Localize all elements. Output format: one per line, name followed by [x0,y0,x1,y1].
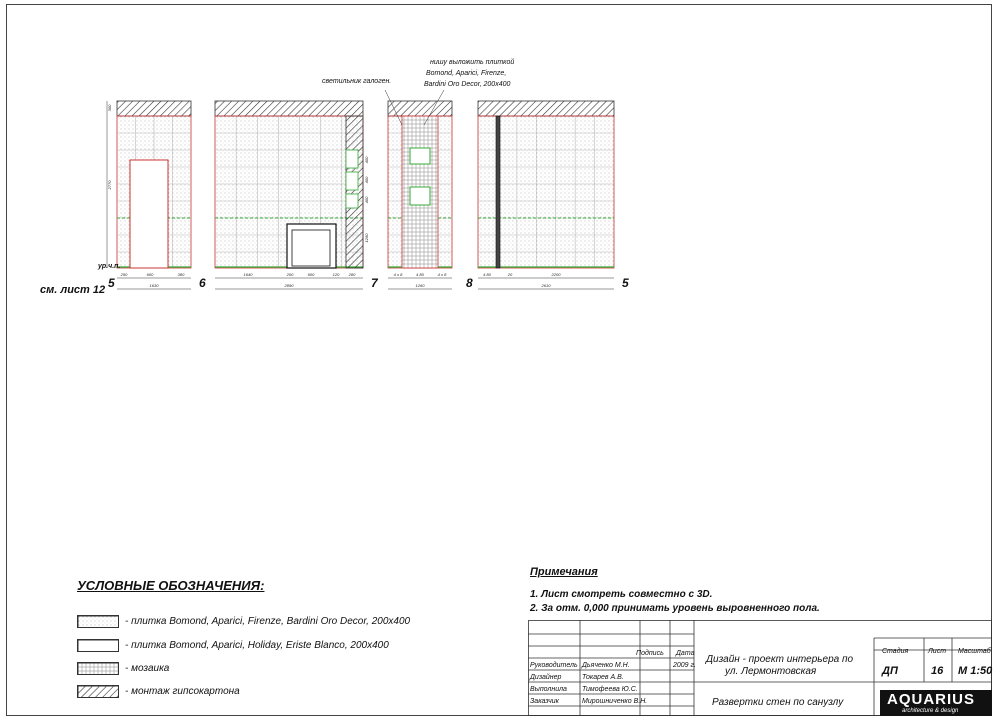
logo-text: AQUARIUS [887,691,976,708]
dimension-label: 200 [286,272,294,277]
dimension-label: 400 [364,196,369,204]
logo-subtitle: architecture & design [902,708,959,714]
role-name: Мирошниченко В.Н. [582,698,648,705]
tile-plain-swatch [77,639,119,652]
notes-title: Примечания [530,566,598,578]
dimension-label: 4 80 [483,272,491,277]
callout-niche-3: Bardini Oro Decor, 200x400 [424,81,511,88]
gypsum-ceiling [478,101,614,116]
legend-title: УСЛОВНЫЕ ОБОЗНАЧЕНИЯ: [77,578,265,593]
mosaic-swatch [77,662,119,675]
niche-shelf [410,187,430,205]
project-title-line2: ул. Лермонтовская [725,666,817,677]
dimension-label: 600 [146,272,154,277]
floor-level-mark: ур.ч.п. [98,263,121,270]
header-date: Дата [676,650,695,657]
dimension-label: 4 80 [416,272,424,277]
scale-value: М 1:50 [958,665,993,677]
dimension-label: 2200 [551,272,561,277]
header-scale: Масштаб [958,648,991,655]
sheet-title: Развертки стен по санузлу [712,697,844,708]
gypsum-ceiling [388,101,452,116]
dimension-label: 2770 [107,180,112,190]
gypsum-ceiling [215,101,363,116]
wall-elevations [0,0,1000,320]
dimension-label: 4 x 8 [393,272,403,277]
role-label: Заказчик [530,698,559,705]
view-mark-7: 7 [371,276,378,290]
gypsum-hatch-swatch [77,685,119,698]
stage-value: ДП [882,665,898,677]
role-name: Дьяченко М.Н. [582,662,630,669]
dimension-label: 300 [107,104,112,112]
gypsum-box [346,116,363,268]
legend-text: - плитка Bomond, Aparici, Firenze, Bardini Oro Decor, 200x400 [125,616,411,627]
dimension-label: 120 [332,272,340,277]
callout-niche-2: Bomond, Aparici, Firenze, [426,70,507,77]
note-item: 1. Лист смотреть совместно с 3D. [530,589,713,600]
role-date: 2009 г. [673,662,696,669]
dimension-label: 20 [507,272,513,277]
legend-text: - плитка Bomond, Aparici, Holiday, Eriste Blanco, 200x400 [125,640,389,651]
niche [346,172,358,190]
dimension-label: 600 [307,272,315,277]
note-item: 2. За отм. 0,000 принимать уровень выровненного пола. [530,603,820,614]
dimension-label: 1640 [243,272,253,277]
role-label: Выполнила [530,686,567,693]
legend-item [77,684,240,699]
legend-item [77,638,389,653]
view-mark-8: 8 [466,276,473,290]
dimension-label: 380 [177,272,185,277]
dimension-label: 1260 [415,283,425,288]
callout-lamp: светильник галоген. [322,78,392,85]
role-name: Тимофеева Ю.С. [582,686,638,693]
niche-shelf [410,148,430,164]
dimension-label: 1260 [364,233,369,243]
callout-niche-1: нишу выложить плиткой [430,59,515,66]
tile-fine-swatch [77,615,119,628]
role-name: Токарев А.В. [582,674,624,681]
niche [346,150,358,168]
role-label: Дизайнер [530,674,562,681]
view-mark-6: 6 [199,276,206,290]
pipe-riser [496,116,500,268]
legend-text: - мозаика [125,663,170,674]
dimension-label: 400 [364,156,369,164]
see-sheet-note: см. лист 12 [40,284,106,296]
gypsum-ceiling [117,101,191,116]
dimension-label: 250 [120,272,128,277]
sheet-value: 16 [931,665,944,677]
dimension-label: 2610 [541,283,551,288]
niche [346,194,358,208]
header-sheet: Лист [928,648,947,655]
dimension-label: 1630 [149,283,159,288]
legend-item [77,661,169,676]
header-signature: Подпись [636,650,664,657]
header-stage: Стадия [882,648,909,655]
legend-item [77,614,410,629]
bathtub-panel [287,224,336,268]
view-mark-5b: 5 [622,276,629,290]
project-title-line1: Дизайн - проект интерьера по [706,654,854,665]
dimension-label: 2890 [284,283,294,288]
door-opening [130,160,168,268]
dimension-label: 400 [364,176,369,184]
dimension-label: 4 x 8 [437,272,447,277]
dimension-label: 280 [348,272,356,277]
legend-text: - монтаж гипсокартона [125,686,240,697]
view-mark-5a: 5 [108,276,115,290]
role-label: Руководитель [530,662,578,669]
